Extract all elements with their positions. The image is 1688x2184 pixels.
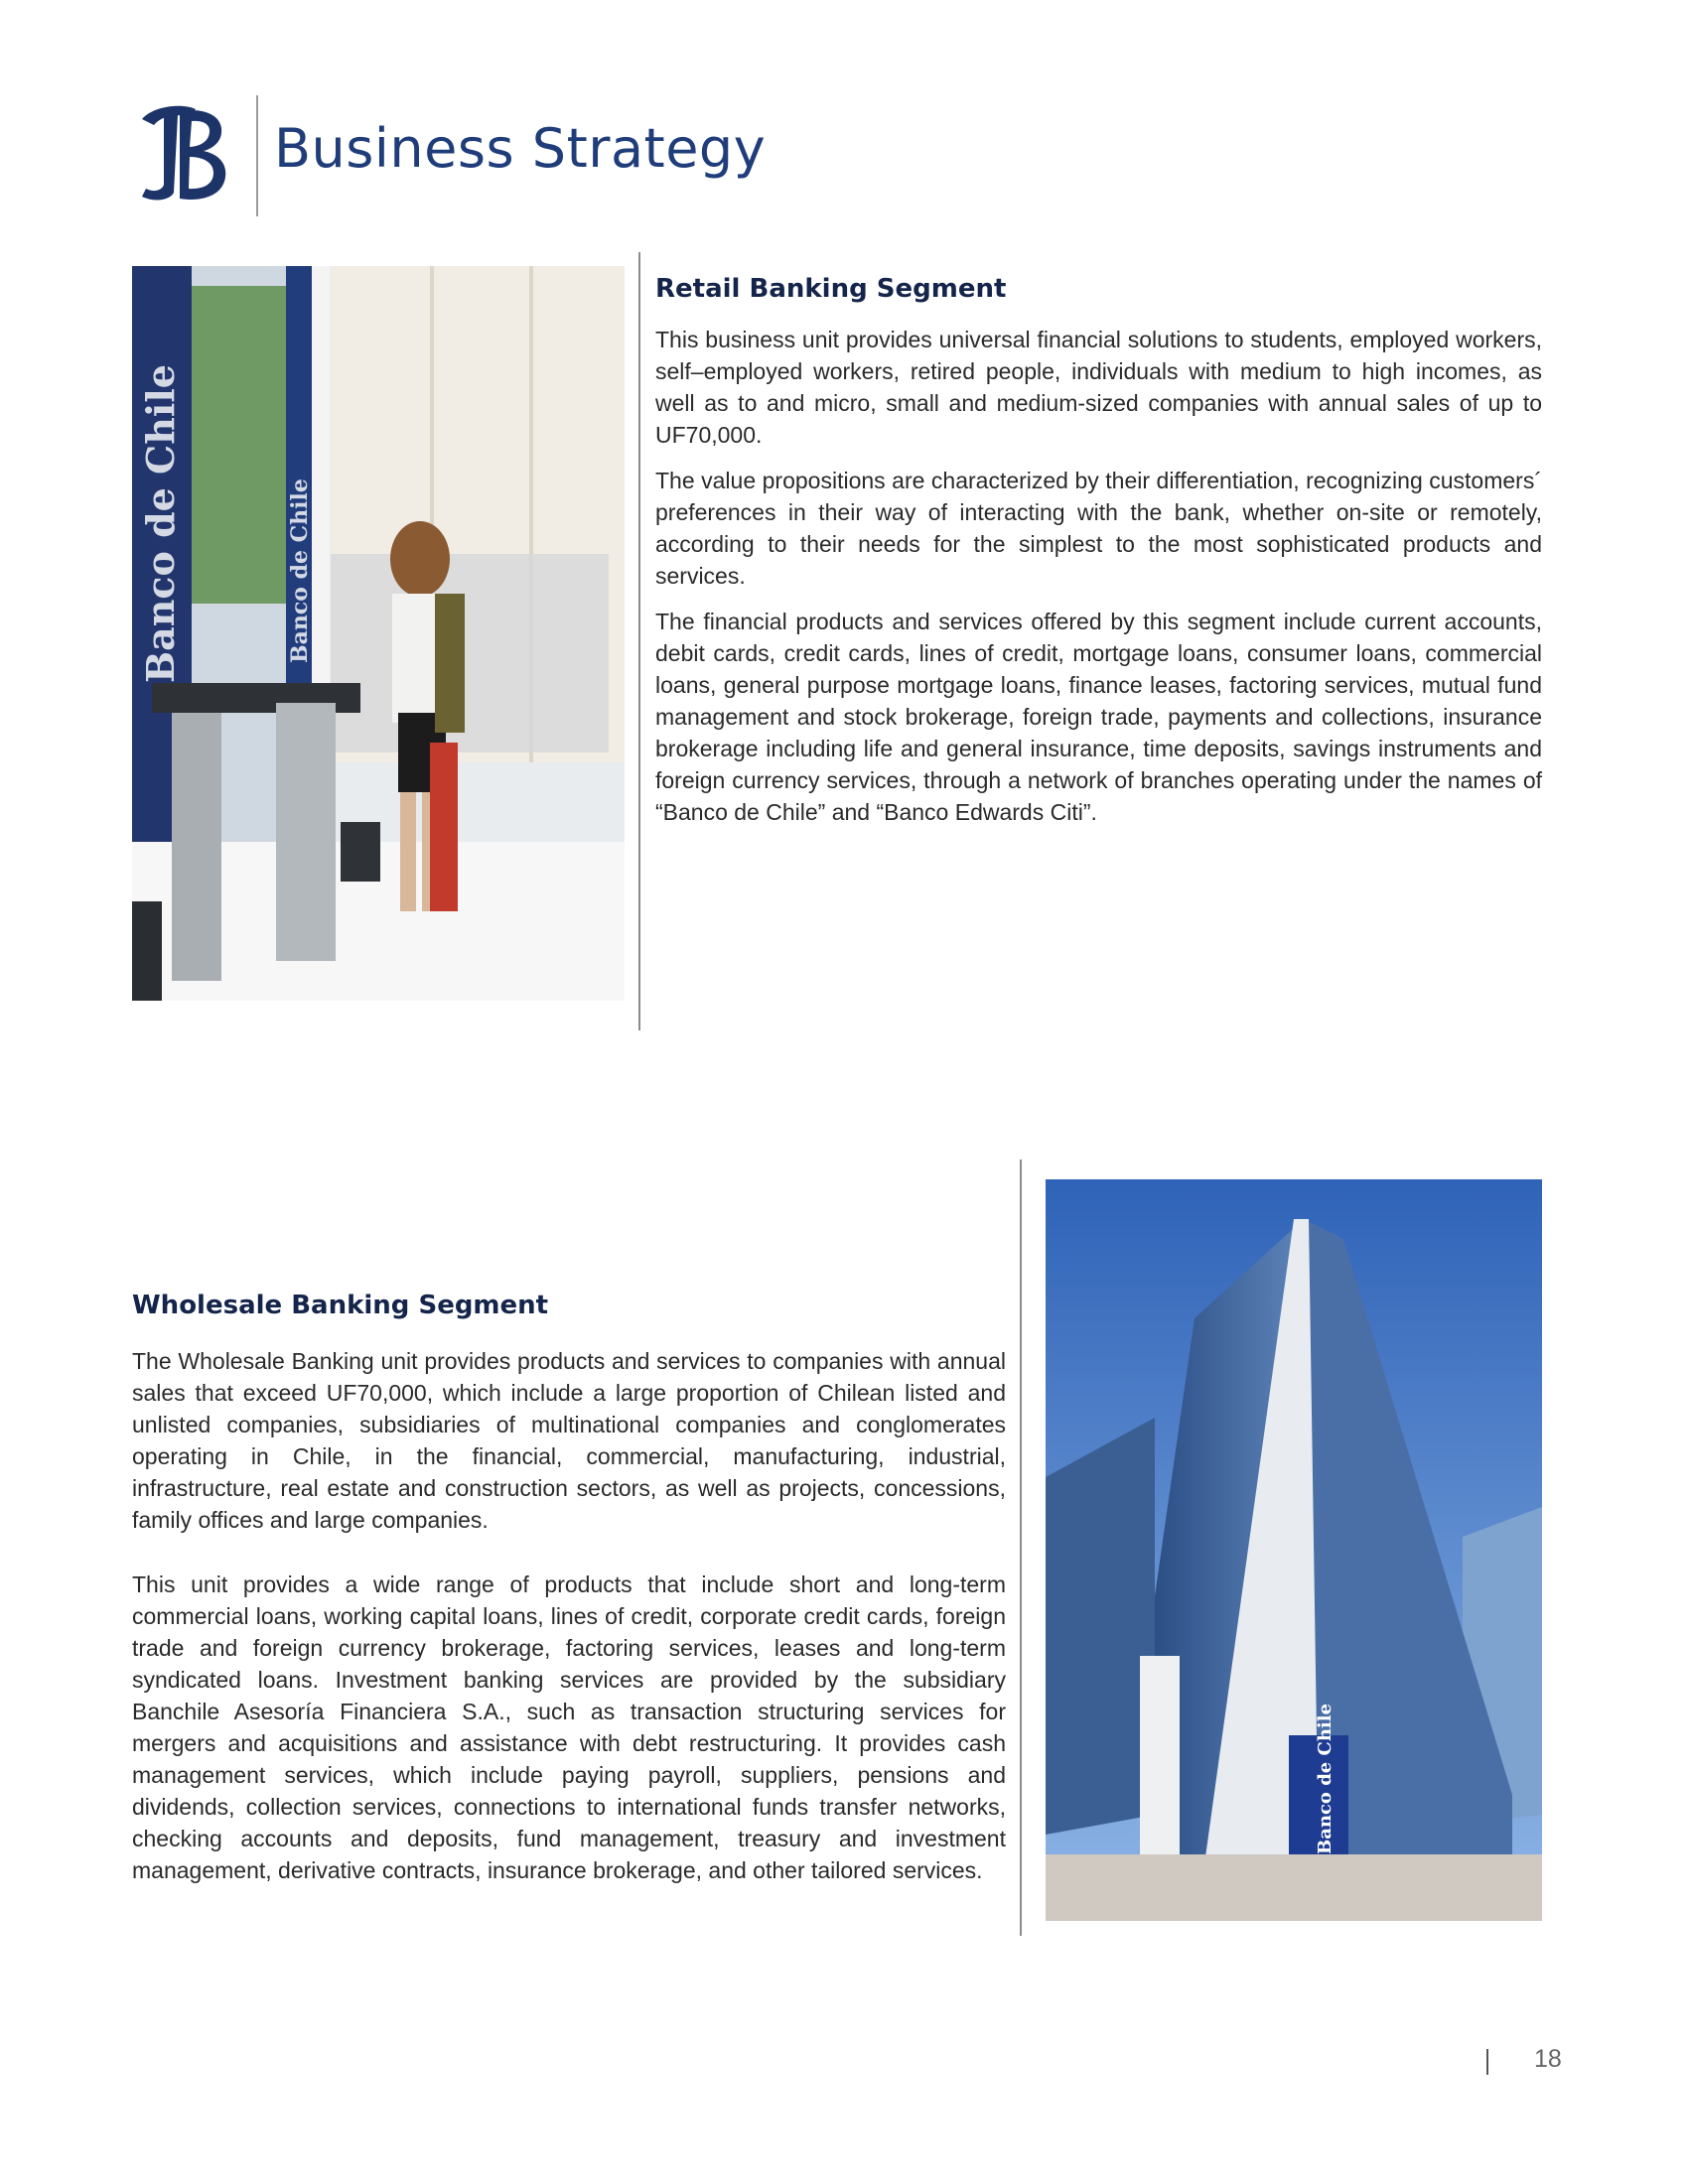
retail-paragraph: The financial products and services offered by this segment include current accounts, debit cards, credit cards, lines of credit, mortgage loans, consumer loans, commercial loans, general purpose mortgage loans, finance leases, factoring services, mutual fund management and stock brokerage, foreign trade, payments and collections, insurance brokerage including life and general insurance, time deposits, savings instruments and foreign currency services, through a network of branches operating under the names of “Banco de Chile” and “Banco Edwards Citi”. (655, 609, 1542, 825)
retail-paragraph: This business unit provides universal financial solutions to students, employed workers, self–employed workers, retired people, individuals with medium to high incomes, as well as to and micro, small and medium-sized companies with annual sales of up to UF70,000. (655, 327, 1542, 448)
wholesale-building-photo (1046, 1179, 1542, 1921)
footer-divider (1486, 2049, 1488, 2075)
wholesale-column-divider (1020, 1160, 1022, 1936)
retail-column-divider (638, 252, 640, 1030)
wholesale-paragraph: This unit provides a wide range of products that include short and long-term commercial loans, working capital loans, lines of credit, corporate credit cards, foreign trade and foreign currency brokerage, factoring services, leases and long-term syndicated loans. Investment banking services are provided by the subsidiary Banchile Asesoría Financiera S.A., such as transaction structuring services for mergers and acquisitions and assistance with debt restructuring. It provides cash management services, which include paying payroll, suppliers, pensions and dividends, collection services, connections to international funds transfer networks, checking accounts and deposits, fund management, treasury and investment management, derivative contracts, insurance brokerage, and other tailored services. (132, 1571, 1006, 1883)
page-title: Business Strategy (274, 117, 767, 180)
retail-section-title: Retail Banking Segment (655, 274, 1007, 304)
wholesale-photo-sign: Banco de Chile (1315, 1703, 1336, 1854)
banco-de-chile-logo-icon (134, 101, 229, 205)
retail-photo-banner-2: Banco de Chile (287, 478, 313, 663)
retail-branch-photo (132, 266, 625, 1001)
retail-paragraph: The value propositions are characterized by their differentiation, recognizing customers´ preferences in their way of interacting with the bank, whether on-site or remotely, according to their needs for the simplest to the most sophisticated products and services. (655, 468, 1542, 589)
page-number: 18 (1534, 2045, 1562, 2073)
retail-photo-banner-1: Banco de Chile (138, 364, 183, 683)
wholesale-section-body (132, 1345, 1006, 1919)
wholesale-section-title: Wholesale Banking Segment (132, 1291, 549, 1320)
retail-section-body (655, 324, 1542, 842)
wholesale-paragraph: The Wholesale Banking unit provides products and services to companies with annual sales that exceed UF70,000, which include a large proportion of Chilean listed and unlisted companies, subsidiaries of multinational companies and conglomerates operating in Chile, in the financial, commercial, manufacturing, industrial, infrastructure, real estate and construction sectors, as well as projects, concessions, family offices and large companies. (132, 1348, 1006, 1533)
title-divider (256, 95, 258, 216)
